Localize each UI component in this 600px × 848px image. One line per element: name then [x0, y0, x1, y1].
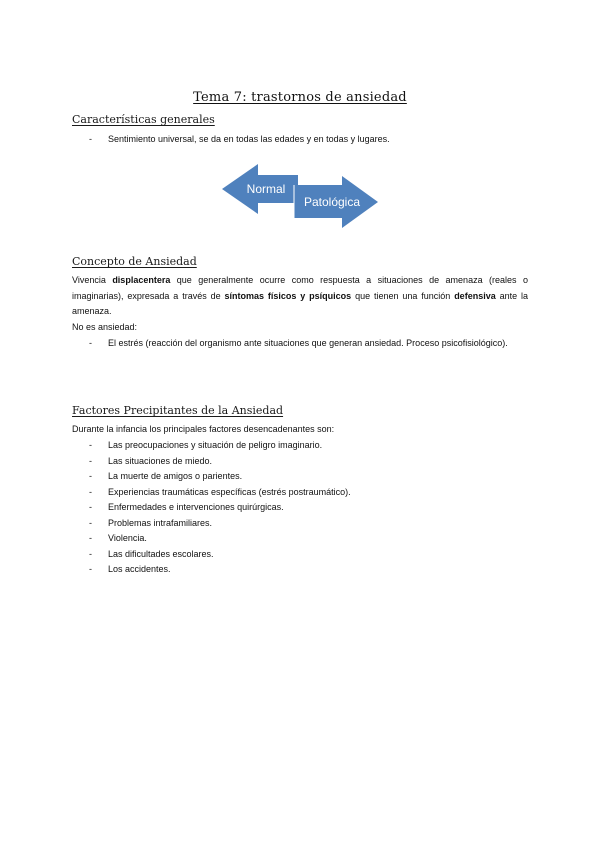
no-es-ansiedad-label: No es ansiedad: [72, 322, 138, 332]
list-item-text: Experiencias traumáticas específicas (estrés postraumático). [108, 486, 351, 497]
bullet-dash: - [89, 471, 92, 481]
bullet-dash: - [89, 517, 92, 528]
bullet-dash: - [89, 486, 92, 497]
para-text: Vivencia [72, 275, 113, 285]
para-bold: defensiva [454, 290, 496, 301]
diagram-label-patologica: Patológica [303, 195, 361, 209]
section-heading-factores: Factores Precipitantes de la Ansiedad [72, 404, 284, 417]
bullet-dash: - [89, 564, 92, 574]
list-item-text: Las situaciones de miedo. [108, 455, 213, 466]
para-text: ante la amenaza. [72, 290, 529, 316]
bullet-text: El estrés (reacción del organismo ante situaciones que generan ansiedad. Proceso psicofisiológico). [108, 338, 508, 348]
bullet-dash: - [89, 533, 92, 543]
bullet-dash: - [89, 134, 92, 144]
para-text: que generalmente ocurre como respuesta a situaciones de amenaza (reales o imaginarias), expresada a través de [72, 275, 528, 301]
bullet-dash: - [89, 502, 92, 512]
factores-intro: Durante la infancia los principales factores desencadenantes son: [72, 424, 335, 434]
page-title-text: Tema 7: trastornos de ansiedad [193, 90, 407, 105]
bullet-dash: - [89, 548, 92, 559]
list-item-text: Violencia. [108, 533, 147, 543]
list-item-text: La muerte de amigos o parientes. [108, 471, 243, 481]
diagram-label-normal: Normal [246, 182, 286, 196]
double-arrow-diagram [222, 163, 382, 229]
section-heading-concepto: Concepto de Ansiedad [72, 255, 197, 268]
list-item-text: Las preocupaciones y situación de peligro imaginario. [108, 440, 323, 450]
bullet-dash: - [89, 440, 92, 450]
list-item-text: Enfermedades e intervenciones quirúrgicas. [108, 502, 284, 512]
bullet-dash: - [89, 455, 92, 466]
para-bold: síntomas físicos y psíquicos [224, 290, 352, 301]
para-bold: displacentera [112, 275, 171, 285]
list-item-text: Problemas intrafamiliares. [108, 517, 213, 528]
section-heading-caracteristicas: Características generales [72, 113, 215, 126]
definition-paragraph [72, 273, 528, 320]
page-title [0, 90, 600, 105]
bullet-text: Sentimiento universal, se da en todas las edades y en todas y lugares. [108, 134, 390, 144]
bullet-dash: - [89, 338, 92, 348]
para-text: que tienen una función [351, 290, 455, 301]
list-item-text: Los accidentes. [108, 564, 171, 574]
list-item-text: Las dificultades escolares. [108, 548, 214, 559]
